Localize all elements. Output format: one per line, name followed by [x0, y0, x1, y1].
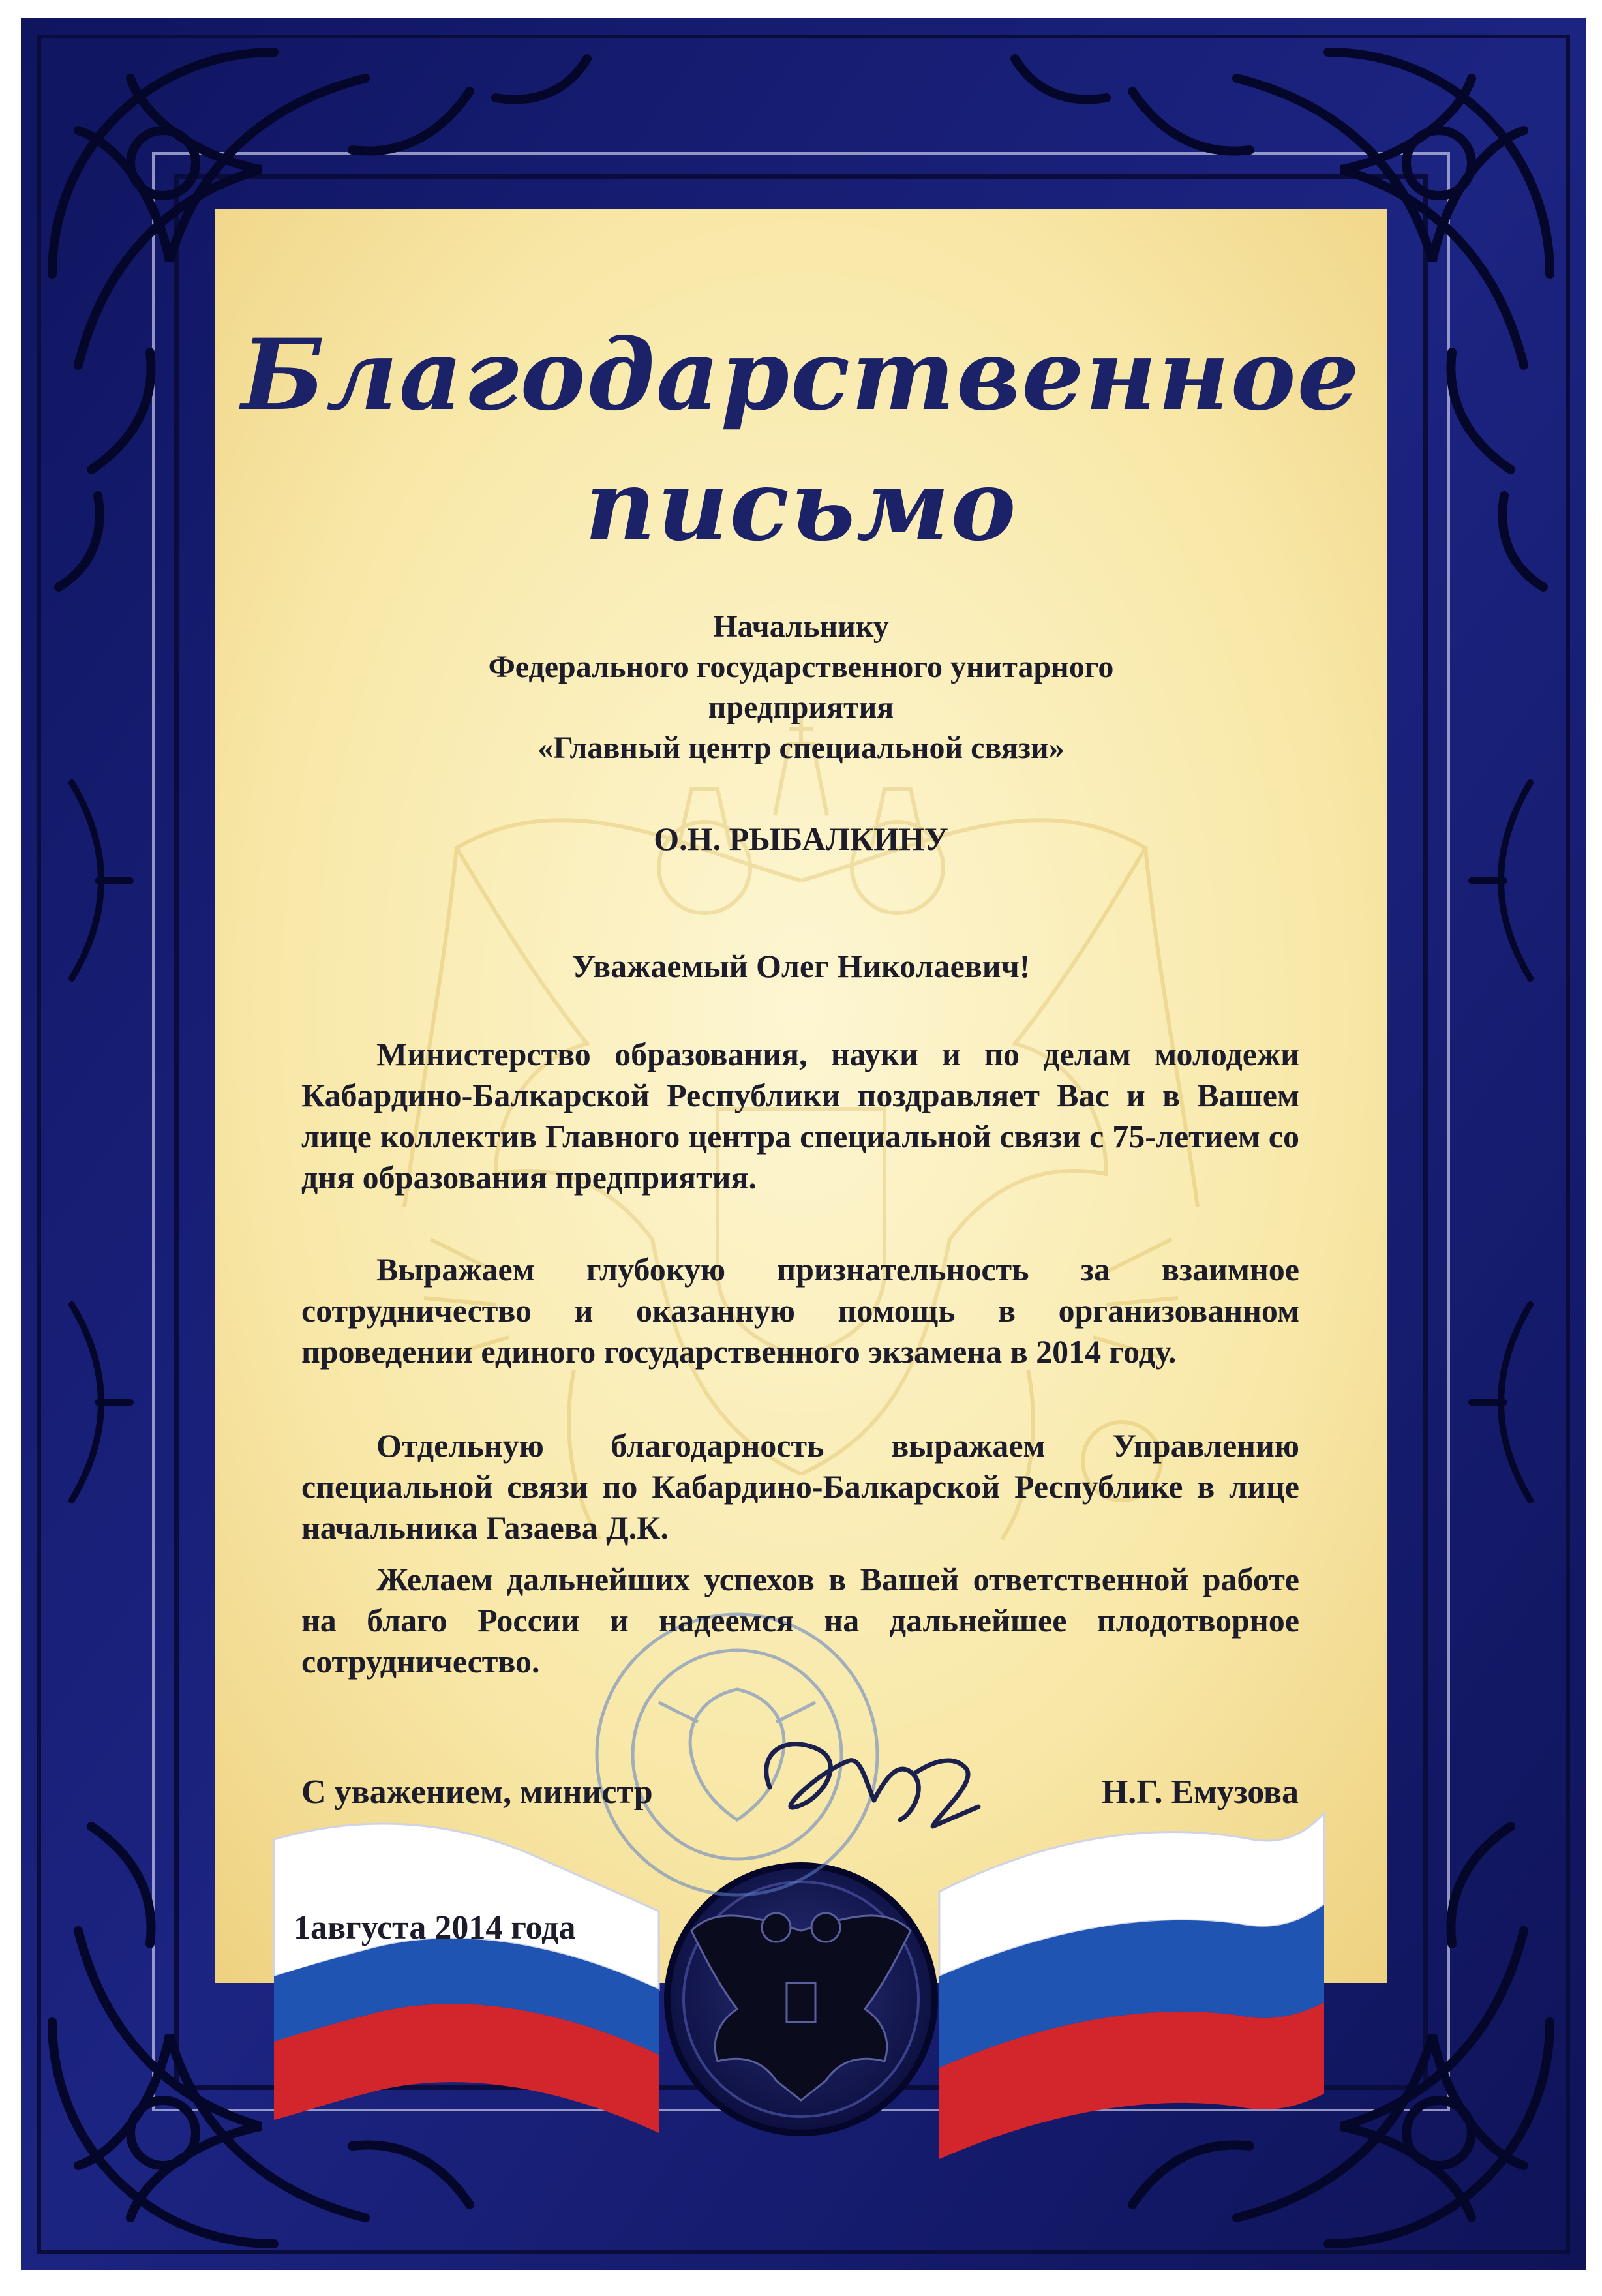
recipient-org-line-2: предприятия	[708, 690, 894, 725]
paragraph-4: Желаем дальнейших успехов в Вашей ответственной работе на благо России и надеемся на дальнейшее плодотворное сотрудничество.	[301, 1561, 1299, 1680]
paragraph-3: Отдельную благодарность выражаем Управлению специальной связи по Кабардино-Балкарской Республике в лице начальника Газаева Д.К.	[301, 1427, 1299, 1546]
title-line-2: письмо	[584, 448, 1018, 563]
russian-emblem-medallion	[667, 1865, 935, 2133]
recipient-title: Начальнику	[713, 609, 889, 644]
title-line-1: Благодарственное	[241, 318, 1361, 432]
recipient-name: О.Н. РЫБАЛКИНУ	[654, 821, 948, 857]
signatory-name: Н.Г. Емузова	[1101, 1774, 1299, 1811]
closing-text: С уважением, министр	[301, 1774, 653, 1811]
recipient-org-line-3: «Главный центр специальной связи»	[537, 731, 1065, 765]
paragraph-1: Министерство образования, науки и по делам молодежи Кабардино-Балкарской Республики поздравляет Вас и в Вашем лице коллектив Главного центра специальной связи с 75-летием со дня образования предприятия.	[301, 1036, 1299, 1196]
recipient-org-line-1: Федерального государственного унитарного	[488, 650, 1114, 684]
date-text: 1августа 2014 года	[294, 1909, 576, 1946]
salutation: Уважаемый Олег Николаевич!	[571, 948, 1031, 984]
paragraph-2: Выражаем глубокую признательность за взаимное сотрудничество и оказанную помощь в организованном проведении единого государственного экзамена в 2014 году.	[301, 1251, 1299, 1370]
